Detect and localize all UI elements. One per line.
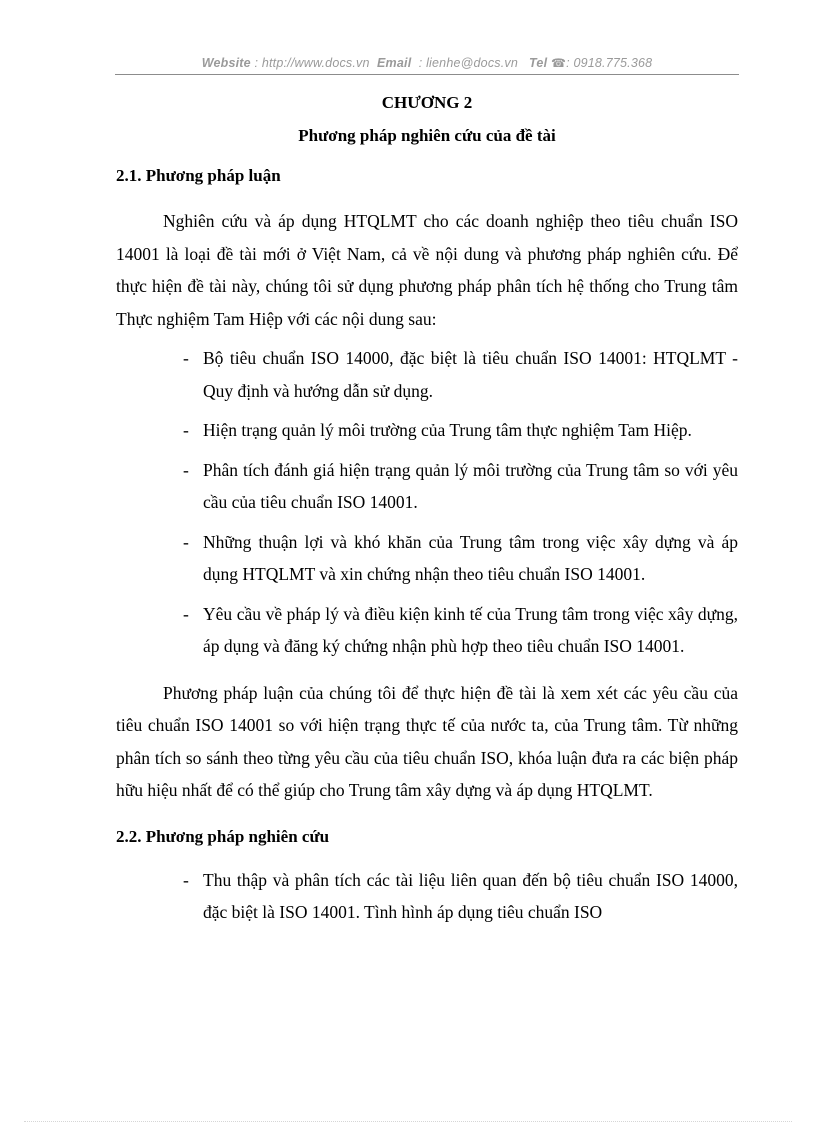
- list-item: - Hiện trạng quản lý môi trường của Trung tâm thực nghiệm Tam Hiệp.: [203, 414, 738, 447]
- content-list: [116, 342, 738, 663]
- website-value: : http://www.docs.vn: [254, 56, 370, 70]
- dash-bullet: -: [183, 420, 189, 440]
- dash-bullet: -: [183, 869, 189, 890]
- document-body: [116, 91, 738, 929]
- website-label: Website: [201, 56, 251, 70]
- dash-bullet: -: [183, 459, 189, 480]
- section-heading-2-1: 2.1. Phương pháp luận: [116, 166, 281, 185]
- dash-bullet: -: [183, 348, 189, 368]
- dash-bullet: -: [183, 603, 189, 624]
- method-list: [116, 864, 738, 929]
- paragraph-intro: Nghiên cứu và áp dụng HTQLMT cho các doanh nghiệp theo tiêu chuẩn ISO 14001 là loại đề tài mới ở Việt Nam, cả về nội dung và phương pháp nghiên cứu. Để thực hiện đề tài này, chúng tôi sử dụng phương pháp phân tích hệ thống cho Trung tâm Thực nghiệm Tam Hiệp với các nội dung sau:: [116, 211, 738, 329]
- chapter-title: CHƯƠNG 2: [381, 93, 473, 112]
- tel-label: Tel: [529, 56, 548, 70]
- chapter-subtitle: Phương pháp nghiên cứu của đề tài: [298, 126, 556, 145]
- header-divider: [115, 74, 739, 75]
- page-bottom-border: [24, 1121, 792, 1122]
- phone-icon: ☎: [550, 56, 567, 70]
- list-item: - Yêu cầu về pháp lý và điều kiện kinh tế của Trung tâm trong việc xây dựng, áp dụng và đăng ký chứng nhận phù hợp theo tiêu chuẩn ISO 14001.: [203, 598, 738, 663]
- list-item: - Bộ tiêu chuẩn ISO 14000, đặc biệt là tiêu chuẩn ISO 14001: HTQLMT - Quy định và hướng dẫn sử dụng.: [203, 342, 738, 407]
- list-item: - Phân tích đánh giá hiện trạng quản lý môi trường của Trung tâm so với yêu cầu của tiêu chuẩn ISO 14001.: [203, 454, 738, 519]
- list-item: - Thu thập và phân tích các tài liệu liên quan đến bộ tiêu chuẩn ISO 14000, đặc biệt là ISO 14001. Tình hình áp dụng tiêu chuẩn ISO: [203, 864, 738, 929]
- tel-value: : 0918.775.368: [566, 56, 653, 70]
- dash-bullet: -: [183, 531, 189, 552]
- paragraph-conclusion: Phương pháp luận của chúng tôi để thực hiện đề tài là xem xét các yêu cầu của tiêu chuẩn ISO 14001 so với hiện trạng thực tế của nước ta, của Trung tâm. Từ những phân tích so sánh theo từng yêu cầu của tiêu chuẩn ISO, khóa luận đưa ra các biện pháp hữu hiệu nhất để có thể giúp cho Trung tâm xây dựng và áp dụng HTQLMT.: [116, 682, 738, 800]
- section-heading-2-2: 2.2. Phương pháp nghiên cứu: [116, 826, 330, 846]
- page-header: [115, 56, 739, 70]
- list-item: - Những thuận lợi và khó khăn của Trung tâm trong việc xây dựng và áp dụng HTQLMT và xin chứng nhận theo tiêu chuẩn ISO 14001.: [203, 526, 738, 591]
- email-value: : lienhe@docs.vn: [418, 56, 519, 70]
- email-label: Email: [377, 56, 412, 70]
